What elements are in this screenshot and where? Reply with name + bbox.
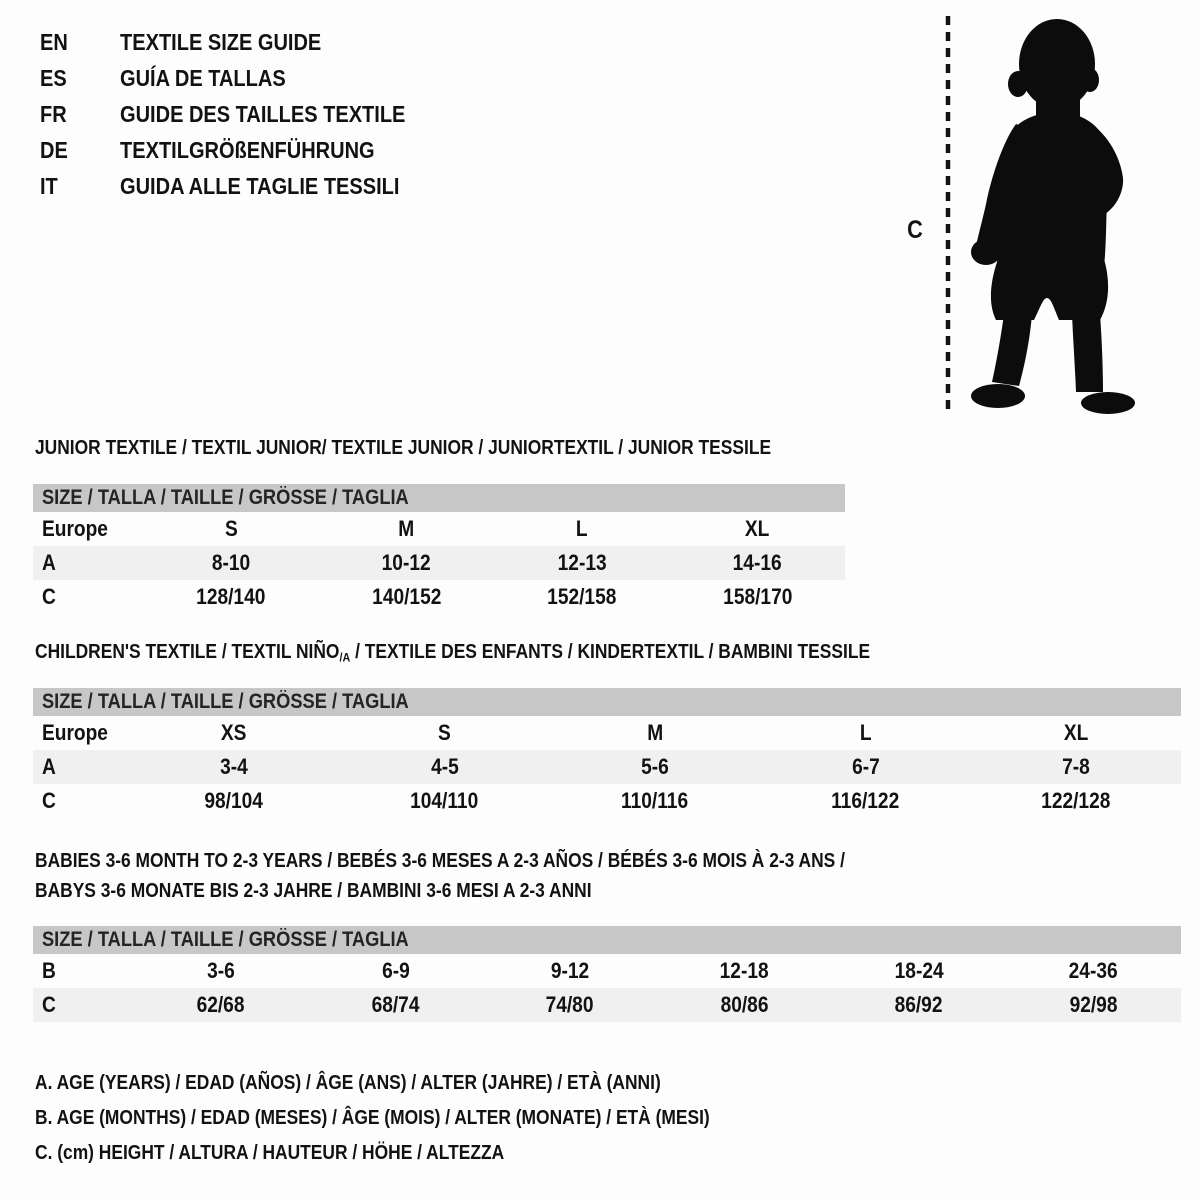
size-cell: 7-8 <box>1062 754 1090 779</box>
size-cell: 86/92 <box>895 992 943 1017</box>
table-row-height <box>33 784 1181 818</box>
size-cell: 92/98 <box>1069 992 1118 1017</box>
table-row-height <box>33 580 845 614</box>
size-cell: 152/158 <box>547 584 617 609</box>
size-cell: 12-13 <box>557 550 607 575</box>
row-label: Europe <box>42 720 108 745</box>
lang-row-es <box>40 60 460 96</box>
table-row-europe <box>33 512 845 546</box>
table-row-months <box>33 954 1181 988</box>
table-row-height <box>33 988 1181 1022</box>
language-list <box>40 24 460 204</box>
lang-code: FR <box>40 101 67 127</box>
section-title-children: CHILDREN'S TEXTILE / TEXTIL NIÑO/A / TEXTILE DES ENFANTS / KINDERTEXTIL / BAMBINI TESSILE <box>35 641 871 665</box>
lang-label: TEXTILGRÖßENFÜHRUNG <box>120 137 375 163</box>
size-cell: 14-16 <box>733 550 782 575</box>
size-cell: 98/104 <box>204 788 263 813</box>
size-cell: 8-10 <box>211 550 251 575</box>
size-cell: XS <box>220 720 247 745</box>
size-cell: 4-5 <box>430 754 459 779</box>
height-marker-label: C <box>907 216 923 244</box>
size-cell: 3-6 <box>206 958 235 983</box>
size-cell: XL <box>1063 720 1089 745</box>
row-label: A <box>42 754 56 779</box>
size-cell: L <box>576 516 588 541</box>
legend-line-c: C. (cm) HEIGHT / ALTURA / HAUTEUR / HÖHE / ALTEZZA <box>35 1142 505 1164</box>
size-cell: 3-4 <box>219 754 248 779</box>
lang-row-en <box>40 24 460 60</box>
size-cell: 128/140 <box>196 584 266 609</box>
size-cell: 18-24 <box>894 958 944 983</box>
table-row-europe <box>33 716 1181 750</box>
size-cell: 62/68 <box>196 992 245 1017</box>
title-subscript: /A <box>339 650 351 665</box>
size-cell: 104/110 <box>410 788 479 813</box>
size-cell: S <box>438 720 451 745</box>
legend-line-a: A. AGE (YEARS) / EDAD (AÑOS) / ÂGE (ANS) / ALTER (JAHRE) / ETÀ (ANNI) <box>35 1072 661 1094</box>
size-cell: 9-12 <box>550 958 590 983</box>
size-cell: 68/74 <box>371 992 420 1017</box>
size-cell: S <box>224 516 238 541</box>
junior-size-table <box>33 512 845 614</box>
row-label: C <box>42 584 56 609</box>
size-cell: 74/80 <box>546 992 594 1017</box>
legend-line-b: B. AGE (MONTHS) / EDAD (MESES) / ÂGE (MOIS) / ALTER (MONATE) / ETÀ (MESI) <box>35 1107 710 1129</box>
size-cell: 6-9 <box>381 958 410 983</box>
table-row-age <box>33 750 1181 784</box>
size-header-bar: SIZE / TALLA / TAILLE / GRÖSSE / TAGLIA <box>33 484 845 512</box>
baby-toddler-silhouette-icon <box>958 14 1143 419</box>
size-header-bar: SIZE / TALLA / TAILLE / GRÖSSE / TAGLIA <box>33 926 1181 954</box>
lang-row-fr <box>40 96 460 132</box>
lang-code: DE <box>40 137 68 163</box>
size-cell: 80/86 <box>720 992 769 1017</box>
size-cell: 10-12 <box>382 550 431 575</box>
size-header-bar: SIZE / TALLA / TAILLE / GRÖSSE / TAGLIA <box>33 688 1181 716</box>
section-title-babies: BABIES 3-6 MONTH TO 2-3 YEARS / BEBÉS 3-6 MESES A 2-3 AÑOS / BÉBÉS 3-6 MOIS À 2-3 ANS / BABYS 3-6 MONATE BIS 2-3 JAHRE / BAMBINI 3-6 MESI A 2-3 ANNI <box>35 850 845 902</box>
row-label: B <box>42 958 56 983</box>
lang-label: TEXTILE SIZE GUIDE <box>120 29 322 55</box>
row-label: C <box>42 992 56 1017</box>
size-cell: L <box>859 720 872 745</box>
lang-row-de <box>40 132 460 168</box>
table-row-age <box>33 546 845 580</box>
lang-code: IT <box>40 173 58 199</box>
legend <box>35 1066 811 1171</box>
size-cell: 5-6 <box>641 754 669 779</box>
lang-code: ES <box>40 65 67 91</box>
size-cell: 6-7 <box>851 754 880 779</box>
size-cell: 24-36 <box>1069 958 1118 983</box>
row-label: A <box>42 550 56 575</box>
lang-code: EN <box>40 29 68 55</box>
babies-size-table <box>33 954 1181 1022</box>
size-cell: 116/122 <box>831 788 900 813</box>
size-cell: XL <box>745 516 770 541</box>
children-size-table <box>33 716 1181 818</box>
height-dashed-line <box>944 16 952 421</box>
size-cell: 122/128 <box>1041 788 1111 813</box>
size-cell: M <box>398 516 415 541</box>
size-cell: 158/170 <box>722 584 793 609</box>
size-cell: 140/152 <box>371 584 442 609</box>
lang-label: GUIDE DES TAILLES TEXTILE <box>120 101 406 127</box>
lang-label: GUÍA DE TALLAS <box>120 65 286 91</box>
size-cell: M <box>647 720 663 745</box>
row-label: Europe <box>42 516 108 541</box>
row-label: C <box>42 788 56 813</box>
lang-row-it <box>40 168 460 204</box>
lang-label: GUIDA ALLE TAGLIE TESSILI <box>120 173 400 199</box>
section-title-junior: JUNIOR TEXTILE / TEXTIL JUNIOR/ TEXTILE JUNIOR / JUNIORTEXTIL / JUNIOR TESSILE <box>35 437 772 459</box>
size-cell: 12-18 <box>720 958 769 983</box>
size-cell: 110/116 <box>621 788 689 813</box>
